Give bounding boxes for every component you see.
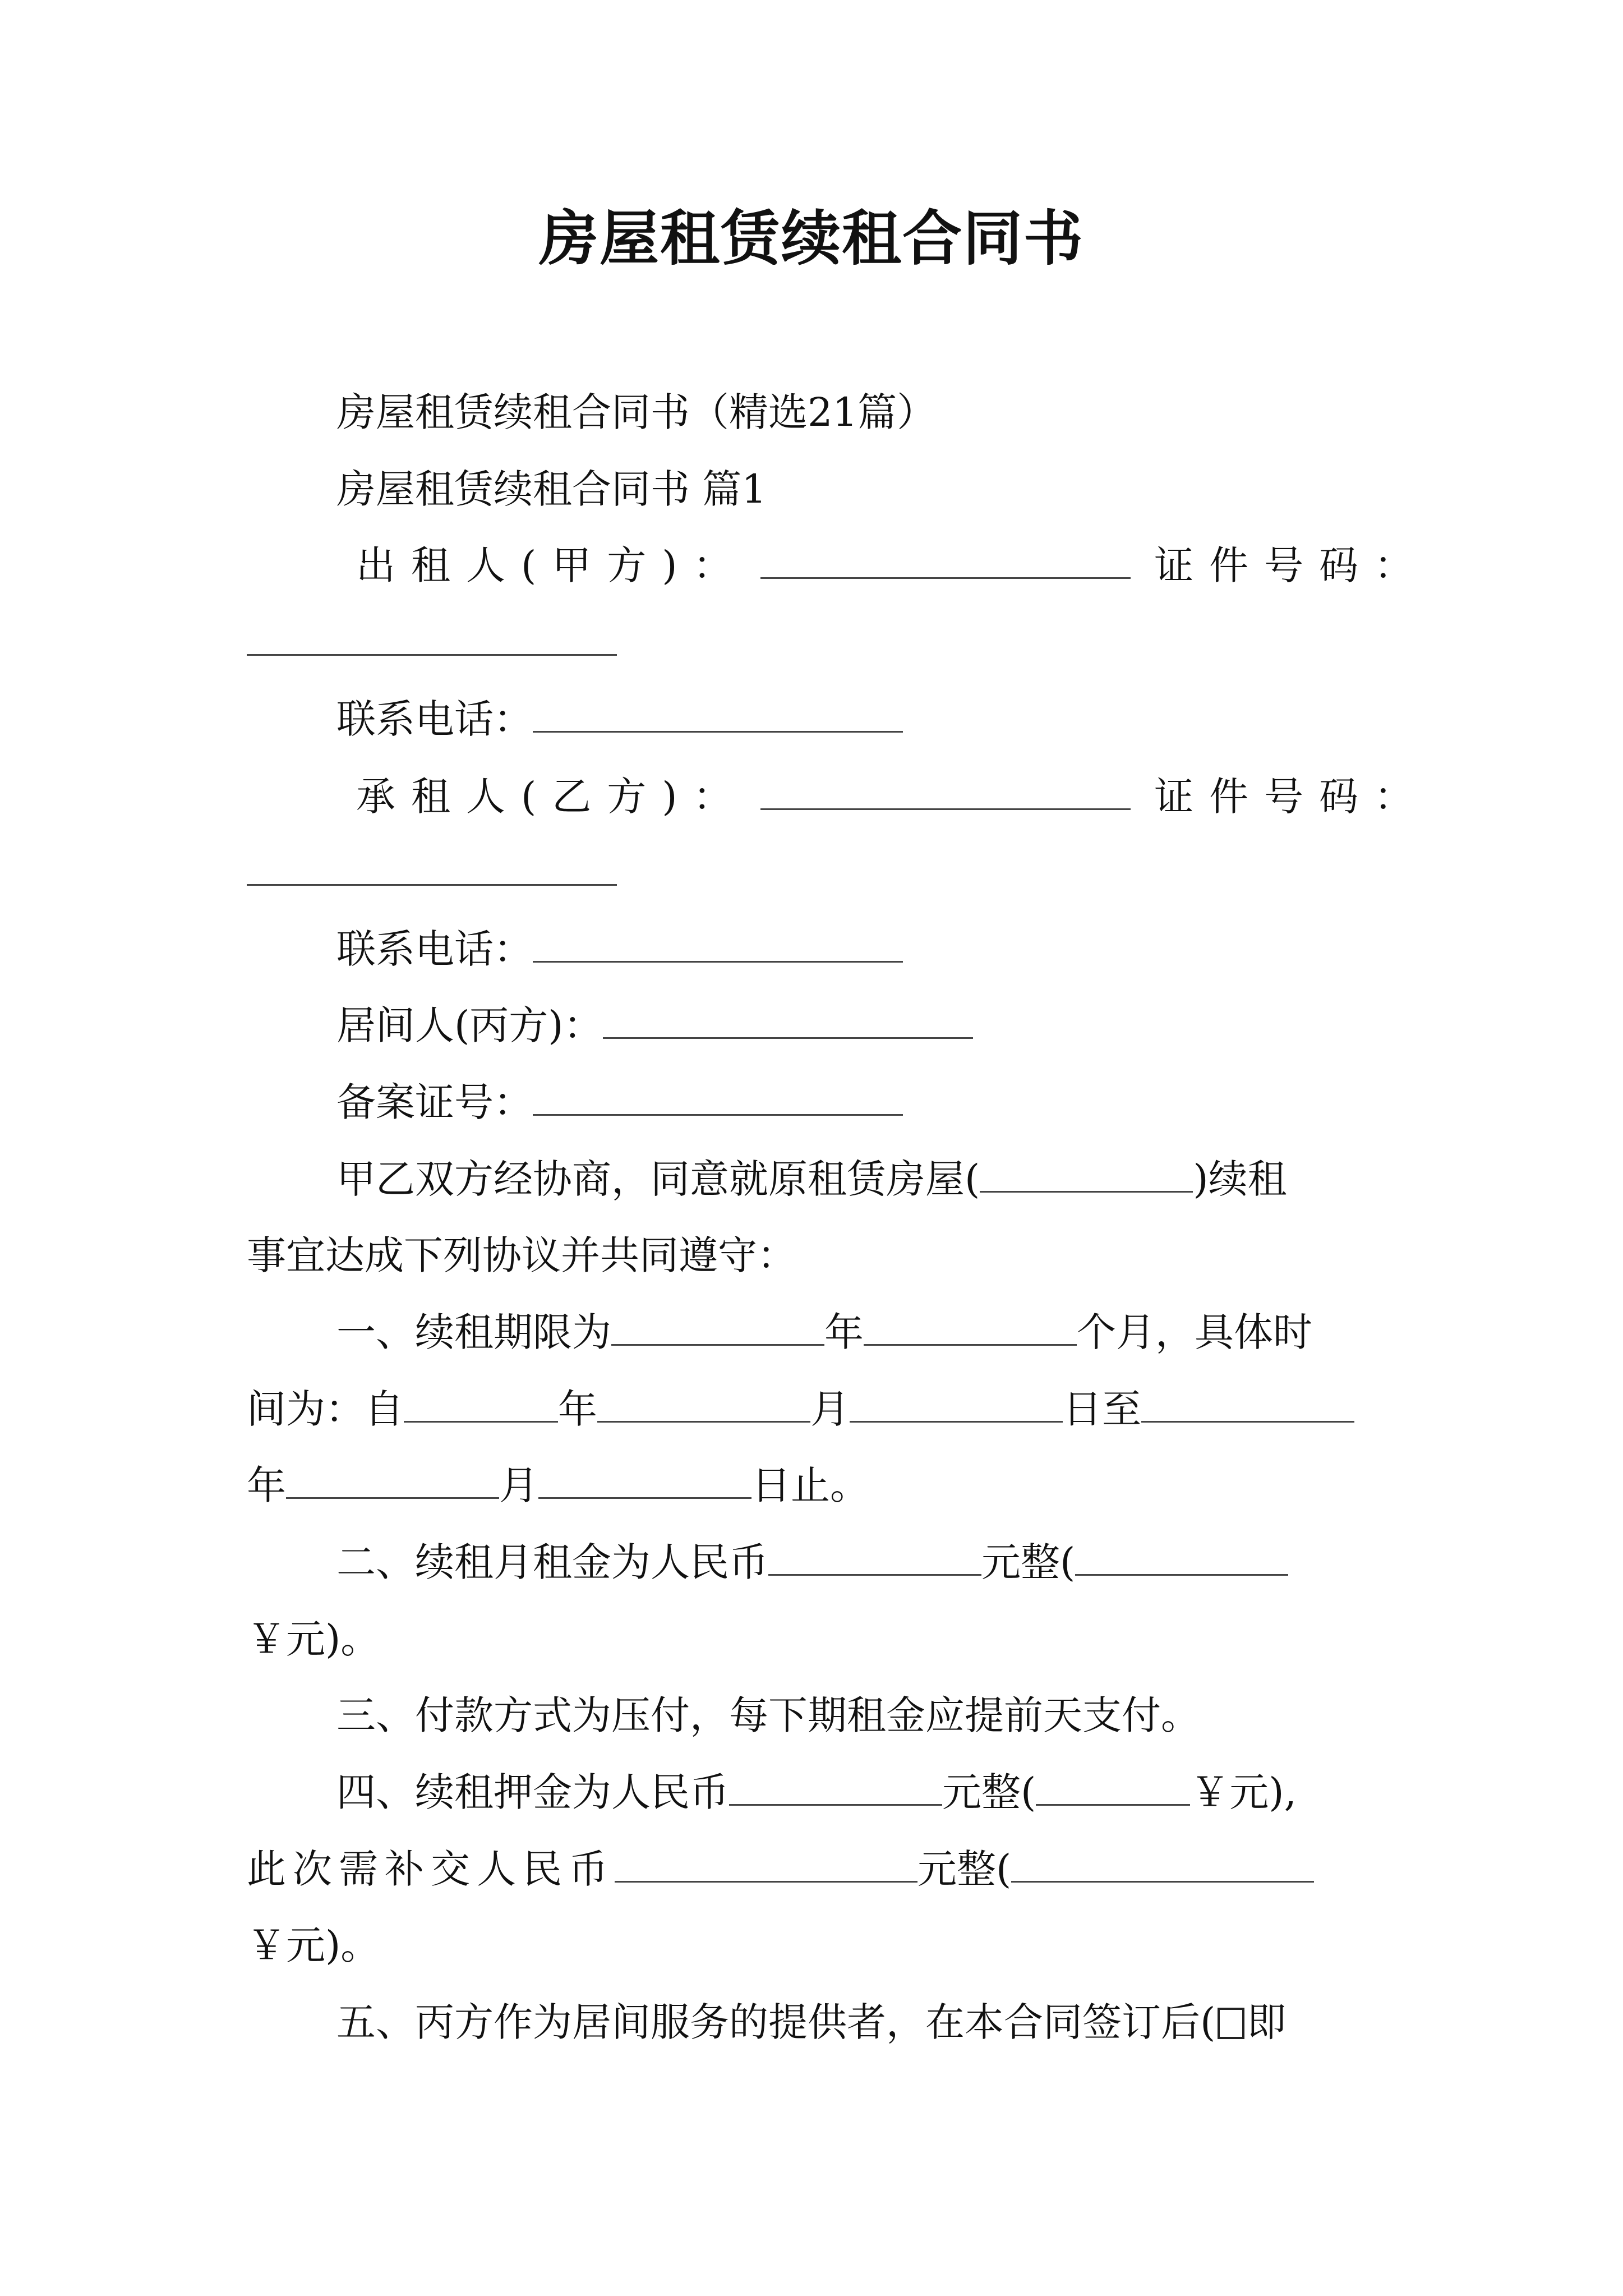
deposit-figure-blank[interactable] [1036,1769,1190,1806]
lessor-row [356,537,1429,593]
end-month-blank[interactable] [286,1462,499,1499]
rent-figure-blank[interactable] [1075,1539,1288,1576]
record-label: 备案证号： [336,1079,533,1125]
lessor-phone-blank[interactable] [533,696,903,733]
lessor-label: 出租人(甲方)： [356,542,748,588]
start-month-blank[interactable] [597,1386,810,1423]
lessee-phone-blank[interactable] [533,926,903,963]
lessee-name-blank[interactable] [760,774,1131,810]
term-years-blank[interactable] [611,1309,824,1346]
lessor-id-row [247,614,617,670]
clause4-text-a: 四、续租押金为人民币 [336,1769,729,1815]
start-year-blank[interactable] [404,1386,558,1423]
lessee-phone-label: 联系电话： [336,926,533,972]
clause4-line-2 [247,1841,1314,1897]
intro-text-b: )续租 [1193,1156,1287,1202]
rent-amount-blank[interactable] [768,1539,981,1576]
lessee-phone-row [336,921,903,977]
clause1-text-g: 日至 [1063,1386,1141,1432]
end-day-blank[interactable] [538,1462,751,1499]
start-day-blank[interactable] [850,1386,1063,1423]
term-months-blank[interactable] [864,1309,1077,1346]
clause1-text-h: 年 [247,1462,286,1508]
property-blank[interactable] [980,1156,1193,1193]
clause4-line-1 [336,1764,1297,1820]
clause1-text-b: 年 [824,1309,864,1355]
clause3-line: 三、付款方式为压付，每下期租金应提前天支付。 [336,1692,1200,1738]
intro-text-a: 甲乙双方经协商，同意就原租赁房屋( [336,1156,980,1202]
document-title: 房屋租赁续租合同书 [539,203,1084,273]
clause1-text-j: 日止。 [751,1462,869,1508]
clause2-line-2: ￥元)。 [247,1616,380,1662]
lessor-name-blank[interactable] [760,542,1131,579]
broker-row [336,997,973,1053]
intro-line-2: 事宜达成下列协议并共同遵守： [247,1232,796,1278]
clause1-line-2 [247,1381,1354,1437]
clause1-text-c: 个月，具体时 [1077,1309,1312,1355]
clause4-text-e: 元整( [917,1846,1012,1892]
lessee-id-blank[interactable] [247,849,617,886]
clause5-line [336,1994,1286,2050]
lessor-id-blank[interactable] [247,619,617,656]
subtitle: 房屋租赁续租合同书（精选21篇） [336,389,937,435]
lessee-row [356,769,1429,825]
record-row [336,1074,903,1130]
clause5-text-b: 即 [1247,1999,1287,2045]
clause1-text-f: 月 [810,1386,850,1432]
clause2-text-b: 元整( [981,1539,1076,1585]
lessee-id-label: 证件号码： [1154,774,1430,820]
clause4-text-c: ￥元), [1190,1769,1297,1815]
intro-line-1 [336,1151,1287,1207]
supplement-amount-blank[interactable] [615,1846,917,1883]
clause5-text-a: 五、丙方作为居间服务的提供者，在本合同签订后( [336,1999,1216,2045]
clause1-text-i: 月 [499,1462,538,1508]
lessee-label: 承租人(乙方)： [356,774,748,820]
clause2-line-1 [336,1534,1288,1590]
lessor-id-label: 证件号码： [1154,542,1430,588]
lessor-phone-row [336,691,903,747]
end-year-blank[interactable] [1141,1386,1354,1423]
clause1-line-1 [336,1304,1312,1360]
clause4-text-d: 此次需补交人民币 [247,1846,615,1892]
immediate-checkbox[interactable] [1218,2008,1244,2039]
article-heading: 房屋租赁续租合同书 篇1 [336,466,767,512]
broker-blank[interactable] [603,1002,973,1039]
broker-label: 居间人(丙方)： [336,1002,603,1048]
clause4-text-b: 元整( [942,1769,1036,1815]
supplement-figure-blank[interactable] [1011,1846,1314,1883]
record-blank[interactable] [533,1079,903,1116]
clause1-text-a: 一、续租期限为 [336,1309,611,1355]
clause4-line-3: ￥元)。 [247,1922,380,1968]
deposit-amount-blank[interactable] [729,1769,942,1806]
lessor-phone-label: 联系电话： [336,696,533,742]
clause2-text-a: 二、续租月租金为人民币 [336,1539,768,1585]
clause1-text-d: 间为：自 [247,1386,404,1432]
clause1-line-3 [247,1457,869,1513]
lessee-id-row [247,844,617,900]
clause1-text-e: 年 [558,1386,597,1432]
